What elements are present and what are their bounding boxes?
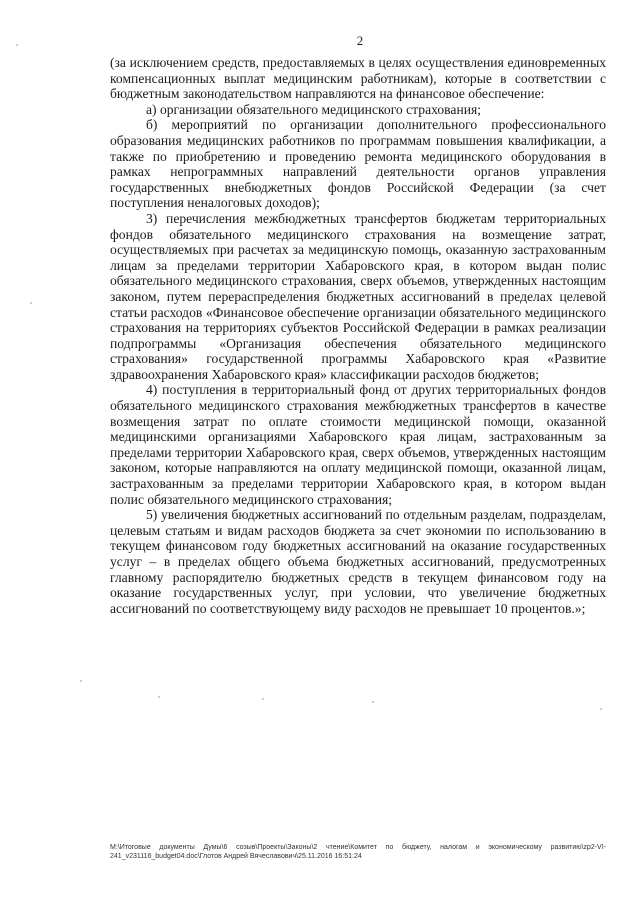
scan-speck [262,698,264,700]
page-number: 2 [356,33,364,48]
document-body [110,55,606,616]
paragraph-item-5: 5) увеличения бюджетных ассигнований по отдельным разделам, подразделам, целевым статьям и видам расходов бюджета за счет экономии по использованию в текущем финансовом году бюджетных ассигнований на оказание государственных услуг – в пределах общего объема бюджетных ассигнований, предусмотренных главному распорядителю бюджетных средств в текущем финансовом году на оказание государственных услуг, при условии, что увеличение бюджетных ассигнований по соответствующему виду расходов не превышает 10 процентов.»; [110,507,606,616]
scan-speck [372,701,374,703]
scan-speck [158,696,160,698]
paragraph-item-b: б) мероприятий по организации дополнительного профессионального образования медицинских работников по программам повышения квалификации, а также по приобретению и проведению ремонта медицинского оборудования в рамках непрограммных направлений деятельности органов управления государственных внебюджетных фондов Российской Федерации (за счет поступления неналоговых доходов); [110,117,606,211]
paragraph-item-3: 3) перечисления межбюджетных трансфертов бюджетам территориальных фондов обязательного медицинского страхования на возмещение затрат, осуществляемых при расчетах за медицинскую помощь, оказанную застрахованным лицам за пределами территории Хабаровского края, в котором выдан полис обязательного медицинского страхования, сверх объемов, утвержденных настоящим законом, путем перераспределения бюджетных ассигнований в пределах целевой статьи расходов «Финансовое обеспечение организации обязательного медицинского страхования на территориях субъектов Российской Федерации в рамках реализации подпрограммы «Организация обеспечения обязательного медицинского страхования» государственной программы Хабаровского края «Развитие здравоохранения Хабаровского края» классификации расходов бюджетов; [110,210,606,382]
paragraph-item-4: 4) поступления в территориальный фонд от других территориальных фондов обязательного медицинского страхования межбюджетных трансфертов в качестве возмещения затрат по оплате стоимости медицинской помощи, оказанной медицинскими организациями Хабаровского края лицам, застрахованным за пределами территории Хабаровского края, сверх объемов, утвержденных настоящим законом, которые направляются на оплату медицинской помощи, оказанной лицам, застрахованным за пределами территории Хабаровского края, в котором выдан полис обязательного медицинского страхования; [110,382,606,507]
paragraph-intro: (за исключением средств, предоставляемых в целях осуществления единовременных компенсационных выплат медицинским работникам), которые в соответствии с бюджетным законодательством направляются на финансовое обеспечение: [110,55,606,102]
scan-speck [600,708,602,710]
footer-file-path: M:\Итоговые документы Думы\6 созыв\Проекты\Законы\2 чтение\Комитет по бюджету, налогам и экономическому развитию\zp2-VI-241_v231116_budget04.doc\Глотов Андрей Вячеславович\25.11.2016 16:51:24 [110,844,606,860]
scan-speck [16,44,18,46]
scan-speck [80,680,82,682]
scan-speck [30,302,32,304]
paragraph-item-a: а) организации обязательного медицинского страхования; [146,101,482,117]
